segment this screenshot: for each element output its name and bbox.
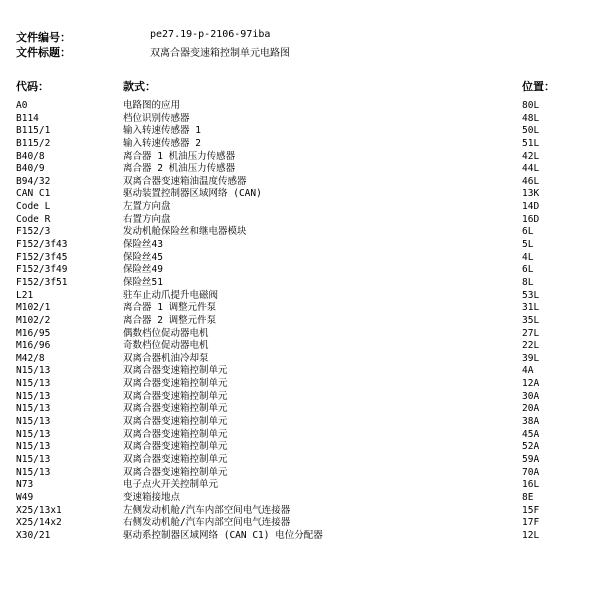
row-code: B115/2 (16, 137, 51, 149)
row-description: 保险丝43 (123, 239, 163, 251)
row-position: 16D (522, 213, 540, 225)
row-code: B94/32 (16, 175, 51, 187)
row-code: M16/95 (16, 327, 51, 339)
row-description: 离合器 2 机油压力传感器 (123, 163, 236, 175)
row-position: 8E (522, 491, 534, 503)
row-position: 4L (522, 251, 534, 263)
row-code: N15/13 (16, 428, 51, 440)
row-code: N15/13 (16, 403, 51, 415)
table-row (0, 505, 604, 518)
row-code: M102/2 (16, 314, 51, 326)
table-row (0, 492, 604, 505)
row-description: 右置方向盘 (123, 213, 171, 225)
row-position: 53L (522, 289, 540, 301)
row-position: 16L (522, 479, 540, 491)
row-description: 电路图的应用 (123, 100, 181, 111)
row-position: 15F (522, 504, 540, 516)
row-code: F152/3 (16, 226, 51, 238)
table-row (0, 479, 604, 492)
row-position: 50L (522, 125, 540, 137)
row-description: 双离合器变速箱控制单元 (123, 416, 228, 428)
row-description: 双离合器变速箱油温度传感器 (123, 175, 247, 187)
row-position: 51L (522, 137, 540, 149)
row-description: 离合器 1 机油压力传感器 (123, 150, 236, 162)
table-row (0, 467, 604, 480)
table-row (0, 530, 604, 543)
table-row (0, 454, 604, 467)
table-row (0, 226, 604, 239)
row-description: 变速箱接地点 (123, 491, 181, 503)
row-description: 发动机舱保险丝和继电器模块 (123, 226, 247, 238)
table-row (0, 214, 604, 227)
row-position: 44L (522, 163, 540, 175)
row-position: 48L (522, 112, 540, 124)
row-code: N15/13 (16, 365, 51, 377)
row-code: W49 (16, 491, 34, 503)
table-row (0, 277, 604, 290)
row-position: 6L (522, 264, 534, 276)
table-row (0, 151, 604, 164)
row-description: 保险丝49 (123, 264, 163, 276)
row-position: 46L (522, 175, 540, 187)
row-description: 双离合器机油冷却泵 (123, 352, 209, 364)
row-code: B115/1 (16, 125, 51, 137)
row-code: L21 (16, 289, 34, 301)
row-description: 输入转速传感器 1 (123, 125, 201, 137)
row-position: 6L (522, 226, 534, 238)
row-position: 20A (522, 403, 540, 415)
row-code: M16/96 (16, 340, 51, 352)
column-header-position: 位置： (522, 80, 555, 93)
row-code: Code R (16, 213, 51, 225)
row-description: 双离合器变速箱控制单元 (123, 365, 228, 377)
row-position: 52A (522, 441, 540, 453)
table-row (0, 113, 604, 126)
table-row (0, 290, 604, 303)
row-description: 左侧发动机舱/汽车内部空间电气连接器 (123, 504, 291, 516)
row-description: 离合器 1 调整元件泵 (123, 302, 217, 314)
row-code: B40/9 (16, 163, 45, 175)
row-code: F152/3f43 (16, 239, 68, 251)
file-title-label: 文件标题： (16, 46, 71, 59)
row-code: N15/13 (16, 466, 51, 478)
file-number-label: 文件编号： (16, 31, 71, 44)
row-description: 左置方向盘 (123, 201, 171, 213)
row-description: 驱动装置控制器区域网络 (CAN) (123, 188, 262, 200)
table-row (0, 138, 604, 151)
table-row (0, 252, 604, 265)
row-position: 38A (522, 416, 540, 428)
table-row (0, 441, 604, 454)
row-position: 22L (522, 340, 540, 352)
row-position: 14D (522, 201, 540, 213)
row-description: 驱动系控制器区域网络 (CAN C1) 电位分配器 (123, 529, 323, 541)
row-position: 59A (522, 453, 540, 465)
table-row (0, 163, 604, 176)
column-header-code: 代码： (16, 80, 49, 93)
row-description: 双离合器变速箱控制单元 (123, 453, 228, 465)
row-position: 31L (522, 302, 540, 314)
row-position: 42L (522, 150, 540, 162)
table-row (0, 391, 604, 404)
row-code: F152/3f49 (16, 264, 68, 276)
row-position: 12L (522, 529, 540, 541)
row-code: Code L (16, 201, 51, 213)
table-row (0, 264, 604, 277)
row-position: 70A (522, 466, 540, 478)
table-row (0, 517, 604, 530)
row-code: F152/3f51 (16, 276, 68, 288)
row-code: CAN C1 (16, 188, 51, 200)
row-position: 12A (522, 378, 540, 390)
file-title-value: 双离合器变速箱控制单元电路图 (150, 48, 290, 59)
row-code: N15/13 (16, 378, 51, 390)
row-position: 45A (522, 428, 540, 440)
table-row (0, 176, 604, 189)
table-row (0, 403, 604, 416)
table-row (0, 125, 604, 138)
row-code: X30/21 (16, 529, 51, 541)
table-row (0, 201, 604, 214)
row-position: 17F (522, 517, 540, 529)
row-code: N15/13 (16, 441, 51, 453)
row-code: N15/13 (16, 453, 51, 465)
column-header-description: 款式： (123, 80, 156, 93)
row-description: 保险丝45 (123, 251, 163, 263)
row-code: M42/8 (16, 352, 45, 364)
row-position: 80L (522, 100, 540, 111)
row-description: 偶数档位促动器电机 (123, 327, 209, 339)
row-description: 双离合器变速箱控制单元 (123, 441, 228, 453)
row-code: N15/13 (16, 390, 51, 402)
table-row (0, 302, 604, 315)
row-description: 电子点火开关控制单元 (123, 479, 219, 491)
row-code: X25/14x2 (16, 517, 62, 529)
row-position: 4A (522, 365, 534, 377)
row-description: 奇数档位促动器电机 (123, 340, 209, 352)
row-description: 双离合器变速箱控制单元 (123, 390, 228, 402)
table-row (0, 328, 604, 341)
table-row (0, 315, 604, 328)
row-code: N15/13 (16, 416, 51, 428)
row-description: 双离合器变速箱控制单元 (123, 403, 228, 415)
row-description: 右侧发动机舱/汽车内部空间电气连接器 (123, 517, 291, 529)
row-position: 13K (522, 188, 540, 200)
row-position: 5L (522, 239, 534, 251)
file-number-value: pe27.19-p-2106-97iba (150, 29, 271, 40)
row-code: F152/3f45 (16, 251, 68, 263)
row-position: 27L (522, 327, 540, 339)
row-code: A0 (16, 100, 28, 111)
row-description: 档位识别传感器 (123, 112, 190, 124)
row-code: X25/13x1 (16, 504, 62, 516)
row-description: 双离合器变速箱控制单元 (123, 428, 228, 440)
row-description: 双离合器变速箱控制单元 (123, 378, 228, 390)
row-position: 8L (522, 276, 534, 288)
row-position: 30A (522, 390, 540, 402)
row-position: 35L (522, 314, 540, 326)
row-description: 输入转速传感器 2 (123, 137, 201, 149)
row-description: 驻车止动爪提升电磁阀 (123, 289, 219, 301)
table-row (0, 353, 604, 366)
table-row (0, 188, 604, 201)
table-row (0, 340, 604, 353)
table-row (0, 365, 604, 378)
row-description: 双离合器变速箱控制单元 (123, 466, 228, 478)
row-position: 39L (522, 352, 540, 364)
row-description: 保险丝51 (123, 276, 163, 288)
row-description: 离合器 2 调整元件泵 (123, 314, 217, 326)
row-code: M102/1 (16, 302, 51, 314)
table-row (0, 429, 604, 442)
table-row (0, 239, 604, 252)
table-row (0, 378, 604, 391)
table-row (0, 100, 604, 113)
row-code: B40/8 (16, 150, 45, 162)
row-code: N73 (16, 479, 34, 491)
table-row (0, 416, 604, 429)
component-list (0, 100, 604, 542)
row-code: B114 (16, 112, 39, 124)
